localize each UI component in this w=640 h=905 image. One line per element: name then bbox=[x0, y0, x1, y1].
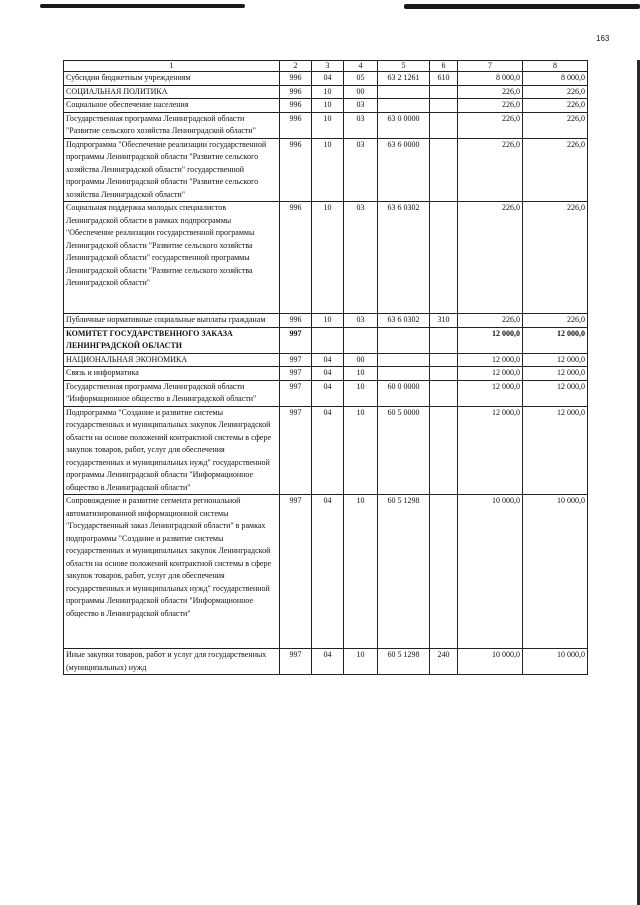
scan-artifact-top-right bbox=[404, 4, 640, 9]
row-amount-b: 12 000,0 bbox=[523, 367, 588, 381]
row-ministry-code: 996 bbox=[280, 314, 312, 328]
row-target-code bbox=[378, 99, 430, 113]
row-expense-type bbox=[430, 406, 458, 495]
header-col-5: 5 bbox=[378, 61, 430, 72]
row-subsection-code: 03 bbox=[344, 138, 378, 202]
header-col-2: 2 bbox=[280, 61, 312, 72]
row-expense-type bbox=[430, 138, 458, 202]
row-expense-type bbox=[430, 353, 458, 367]
row-subsection-code: 00 bbox=[344, 85, 378, 99]
row-section-code bbox=[312, 327, 344, 353]
table-row bbox=[64, 99, 588, 113]
row-name: Социальная поддержка молодых специалистов Ленинградской области в рамках подпрограммы "Обеспечение реализации государственной программы Ленинградской области "Развитие сельского хозяйства Ленинградской области" государственной программы Ленинградской области "Развитие сельского хозяйства Ленинградской области" bbox=[64, 202, 280, 314]
row-expense-type bbox=[430, 99, 458, 113]
row-amount-a: 8 000,0 bbox=[458, 72, 523, 86]
row-section-code: 04 bbox=[312, 649, 344, 675]
row-amount-a: 10 000,0 bbox=[458, 495, 523, 649]
row-subsection-code: 10 bbox=[344, 649, 378, 675]
row-target-code bbox=[378, 85, 430, 99]
row-target-code: 60 0 0000 bbox=[378, 380, 430, 406]
row-name: Социальное обеспечение населения bbox=[64, 99, 280, 113]
row-name: Субсидии бюджетным учреждениям bbox=[64, 72, 280, 86]
row-amount-b: 226,0 bbox=[523, 85, 588, 99]
row-expense-type bbox=[430, 327, 458, 353]
row-ministry-code: 997 bbox=[280, 380, 312, 406]
header-col-6: 6 bbox=[430, 61, 458, 72]
row-expense-type: 310 bbox=[430, 314, 458, 328]
row-subsection-code: 03 bbox=[344, 202, 378, 314]
row-amount-b: 12 000,0 bbox=[523, 406, 588, 495]
row-amount-b: 12 000,0 bbox=[523, 327, 588, 353]
row-amount-b: 10 000,0 bbox=[523, 495, 588, 649]
row-amount-b: 10 000,0 bbox=[523, 649, 588, 675]
row-target-code: 63 0 0000 bbox=[378, 112, 430, 138]
row-target-code: 60 5 0000 bbox=[378, 406, 430, 495]
scan-artifact-top-left bbox=[40, 4, 245, 8]
row-target-code: 60 5 1298 bbox=[378, 495, 430, 649]
row-amount-a: 12 000,0 bbox=[458, 327, 523, 353]
row-amount-b: 226,0 bbox=[523, 99, 588, 113]
table-row bbox=[64, 380, 588, 406]
row-expense-type bbox=[430, 112, 458, 138]
row-amount-a: 12 000,0 bbox=[458, 406, 523, 495]
table-row bbox=[64, 649, 588, 675]
row-amount-a: 12 000,0 bbox=[458, 380, 523, 406]
table-row bbox=[64, 327, 588, 353]
row-amount-a: 226,0 bbox=[458, 85, 523, 99]
row-expense-type: 610 bbox=[430, 72, 458, 86]
row-name: Иные закупки товаров, работ и услуг для государственных (муниципальных) нужд bbox=[64, 649, 280, 675]
row-section-code: 04 bbox=[312, 72, 344, 86]
row-section-code: 10 bbox=[312, 99, 344, 113]
table-row bbox=[64, 495, 588, 649]
row-target-code: 63 6 0302 bbox=[378, 314, 430, 328]
row-ministry-code: 996 bbox=[280, 202, 312, 314]
row-name: Публичные нормативные социальные выплаты гражданам bbox=[64, 314, 280, 328]
row-subsection-code: 05 bbox=[344, 72, 378, 86]
budget-table bbox=[63, 60, 588, 675]
row-section-code: 04 bbox=[312, 495, 344, 649]
page-number: 163 bbox=[596, 34, 610, 43]
row-section-code: 04 bbox=[312, 406, 344, 495]
row-name: Подпрограмма "Обеспечение реализации государственной программы Ленинградской области "Развитие сельского хозяйства Ленинградской области" государственной программы Ленинградской области "Развитие сельского хозяйства Ленинградской области" bbox=[64, 138, 280, 202]
row-amount-b: 226,0 bbox=[523, 202, 588, 314]
row-amount-b: 226,0 bbox=[523, 138, 588, 202]
row-target-code: 63 6 0000 bbox=[378, 138, 430, 202]
row-subsection-code: 03 bbox=[344, 99, 378, 113]
row-name: Подпрограмма "Создание и развитие системы государственных и муниципальных закупок Ленинградской области на основе положений контрактной системы в сфере закупок товаров, работ, услуг для обеспечения государственных и муниципальных нужд" государственной программы Ленинградской области "Информационное общество в Ленинградской области" bbox=[64, 406, 280, 495]
row-ministry-code: 997 bbox=[280, 406, 312, 495]
row-amount-a: 226,0 bbox=[458, 314, 523, 328]
table-row bbox=[64, 138, 588, 202]
row-ministry-code: 996 bbox=[280, 99, 312, 113]
table-header-row bbox=[64, 61, 588, 72]
header-col-7: 7 bbox=[458, 61, 523, 72]
row-ministry-code: 996 bbox=[280, 138, 312, 202]
row-expense-type bbox=[430, 367, 458, 381]
row-ministry-code: 996 bbox=[280, 72, 312, 86]
row-section-code: 04 bbox=[312, 353, 344, 367]
table-row bbox=[64, 202, 588, 314]
row-section-code: 04 bbox=[312, 367, 344, 381]
header-col-8: 8 bbox=[523, 61, 588, 72]
row-amount-a: 226,0 bbox=[458, 138, 523, 202]
table-row bbox=[64, 406, 588, 495]
row-target-code: 60 5 1298 bbox=[378, 649, 430, 675]
row-amount-a: 12 000,0 bbox=[458, 367, 523, 381]
table-row bbox=[64, 72, 588, 86]
row-subsection-code: 10 bbox=[344, 380, 378, 406]
row-ministry-code: 997 bbox=[280, 649, 312, 675]
row-target-code bbox=[378, 327, 430, 353]
row-name: НАЦИОНАЛЬНАЯ ЭКОНОМИКА bbox=[64, 353, 280, 367]
row-target-code bbox=[378, 367, 430, 381]
row-amount-a: 226,0 bbox=[458, 99, 523, 113]
row-amount-b: 8 000,0 bbox=[523, 72, 588, 86]
row-section-code: 04 bbox=[312, 380, 344, 406]
row-ministry-code: 996 bbox=[280, 85, 312, 99]
row-amount-a: 226,0 bbox=[458, 202, 523, 314]
row-subsection-code: 10 bbox=[344, 406, 378, 495]
row-section-code: 10 bbox=[312, 314, 344, 328]
row-amount-a: 226,0 bbox=[458, 112, 523, 138]
table-row bbox=[64, 85, 588, 99]
row-ministry-code: 996 bbox=[280, 112, 312, 138]
row-name: СОЦИАЛЬНАЯ ПОЛИТИКА bbox=[64, 85, 280, 99]
row-amount-b: 12 000,0 bbox=[523, 380, 588, 406]
row-subsection-code: 03 bbox=[344, 112, 378, 138]
row-amount-b: 226,0 bbox=[523, 112, 588, 138]
row-amount-b: 226,0 bbox=[523, 314, 588, 328]
row-amount-b: 12 000,0 bbox=[523, 353, 588, 367]
row-section-code: 10 bbox=[312, 138, 344, 202]
row-expense-type: 240 bbox=[430, 649, 458, 675]
row-name: Государственная программа Ленинградской области "Развитие сельского хозяйства Ленинградской области" bbox=[64, 112, 280, 138]
row-subsection-code: 00 bbox=[344, 353, 378, 367]
row-amount-a: 12 000,0 bbox=[458, 353, 523, 367]
row-expense-type bbox=[430, 380, 458, 406]
row-section-code: 10 bbox=[312, 85, 344, 99]
row-section-code: 10 bbox=[312, 112, 344, 138]
row-subsection-code bbox=[344, 327, 378, 353]
row-name: Государственная программа Ленинградской области "Информационное общество в Ленинградской области" bbox=[64, 380, 280, 406]
row-ministry-code: 997 bbox=[280, 327, 312, 353]
row-subsection-code: 03 bbox=[344, 314, 378, 328]
row-target-code: 63 6 0302 bbox=[378, 202, 430, 314]
row-name: КОМИТЕТ ГОСУДАРСТВЕННОГО ЗАКАЗА ЛЕНИНГРАДСКОЙ ОБЛАСТИ bbox=[64, 327, 280, 353]
header-col-3: 3 bbox=[312, 61, 344, 72]
row-target-code bbox=[378, 353, 430, 367]
row-expense-type bbox=[430, 202, 458, 314]
header-col-4: 4 bbox=[344, 61, 378, 72]
row-ministry-code: 997 bbox=[280, 495, 312, 649]
row-amount-a: 10 000,0 bbox=[458, 649, 523, 675]
row-target-code: 63 2 1261 bbox=[378, 72, 430, 86]
row-section-code: 10 bbox=[312, 202, 344, 314]
header-col-1: 1 bbox=[64, 61, 280, 72]
row-expense-type bbox=[430, 85, 458, 99]
row-subsection-code: 10 bbox=[344, 495, 378, 649]
row-expense-type bbox=[430, 495, 458, 649]
table-row bbox=[64, 112, 588, 138]
row-subsection-code: 10 bbox=[344, 367, 378, 381]
row-name: Связь и информатика bbox=[64, 367, 280, 381]
table-row bbox=[64, 314, 588, 328]
table-row bbox=[64, 367, 588, 381]
row-ministry-code: 997 bbox=[280, 353, 312, 367]
row-ministry-code: 997 bbox=[280, 367, 312, 381]
table-row bbox=[64, 353, 588, 367]
row-name: Сопровождение и развитие сегмента региональной автоматизированной информационной системы "Государственный заказ Ленинградской области" в рамках подпрограммы "Создание и развитие системы государственных и муниципальных закупок Ленинградской области на основе положений контрактной системы в сфере закупок товаров, работ, услуг для обеспечения государственных и муниципальных нужд" государственной программы Ленинградской области "Информационное общество в Ленинградской области" bbox=[64, 495, 280, 649]
